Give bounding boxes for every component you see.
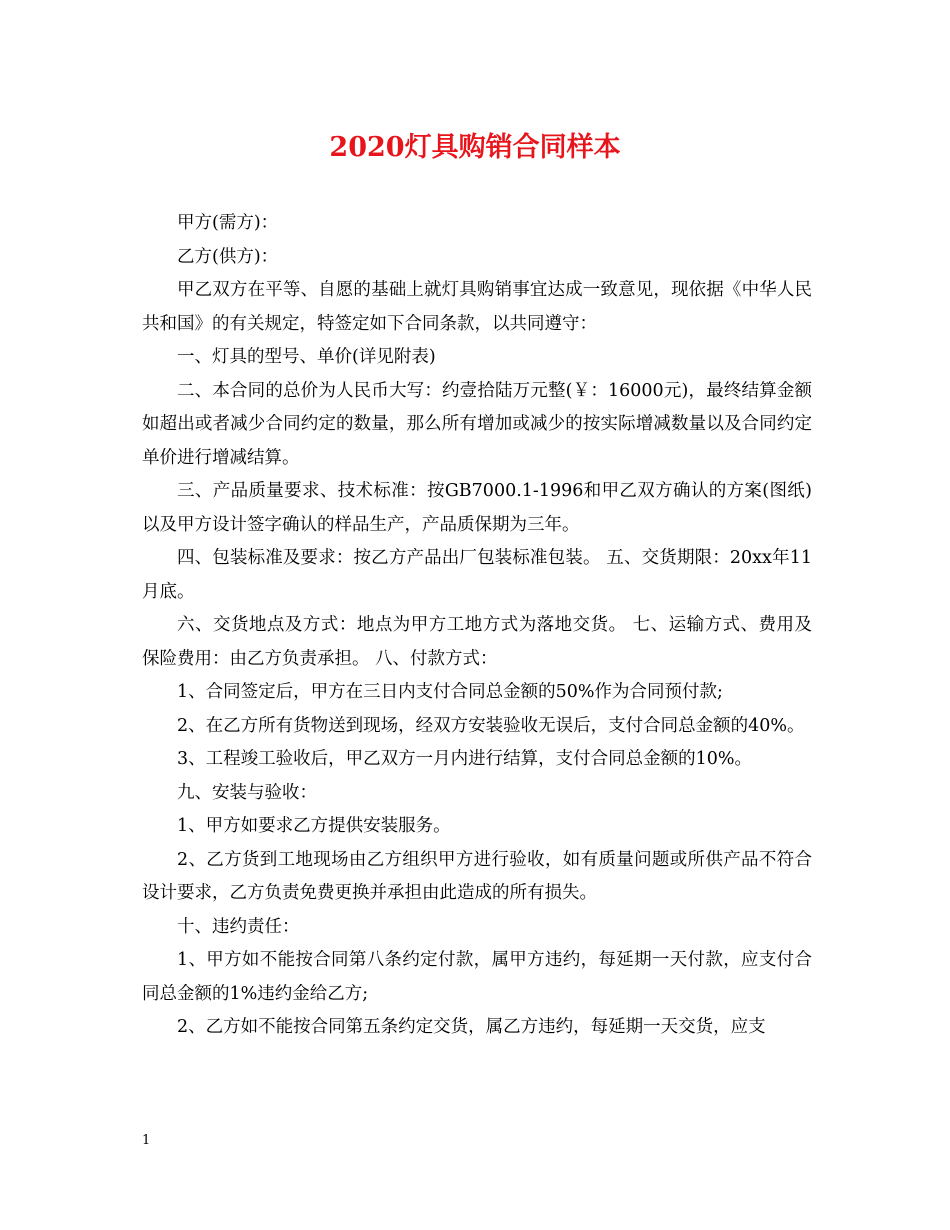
paragraph-party-a: 甲方(需方)： bbox=[177, 213, 279, 233]
paragraph-preamble: 甲乙双方在平等、自愿的基础上就灯具购销事宜达成一致意见，现依据《中华人民共和国》的有关规定，特签定如下合同条款，以共同遵守： bbox=[142, 280, 812, 334]
paragraph-clause-2: 二、本合同的总价为人民币大写：约壹拾陆万元整(￥：16000元)，最终结算金额如超出或者减少合同约定的数量，那么所有增加或减少的按实际增减数量以及合同约定单价进行增减结算。 bbox=[142, 380, 812, 468]
paragraph-payment-1: 1、合同签定后，甲方在三日内支付合同总金额的50%作为合同预付款; bbox=[177, 682, 723, 702]
paragraph-breach-1: 1、甲方如不能按合同第八条约定付款，属甲方违约，每延期一天付款，应支付合同总金额的1%违约金给乙方; bbox=[142, 950, 812, 1004]
paragraph-clause-4-5: 四、包装标准及要求：按乙方产品出厂包装标准包装。 五、交货期限：20xx年11月底。 bbox=[142, 548, 812, 602]
document-title: 2020灯具购销合同样本 bbox=[329, 132, 621, 163]
document-body bbox=[142, 207, 812, 1045]
paragraph-party-b: 乙方(供方)： bbox=[177, 246, 279, 267]
paragraph-payment-3: 3、工程竣工验收后，甲乙双方一月内进行结算，支付合同总金额的10%。 bbox=[177, 749, 753, 769]
paragraph-breach-2: 2、乙方如不能按合同第五条约定交货，属乙方违约，每延期一天交货，应支 bbox=[177, 1017, 766, 1037]
paragraph-clause-10: 十、违约责任： bbox=[177, 916, 300, 937]
paragraph-install-2: 2、乙方货到工地现场由乙方组织甲方进行验收，如有质量问题或所供产品不符合设计要求，乙方负责免费更换并承担由此造成的所有损失。 bbox=[142, 849, 812, 903]
paragraph-clause-9: 九、安装与验收： bbox=[177, 782, 317, 803]
paragraph-clause-6-8: 六、交货地点及方式：地点为甲方工地方式为落地交货。 七、运输方式、费用及保险费用：由乙方负责承担。 八、付款方式： bbox=[142, 615, 812, 669]
paragraph-clause-3: 三、产品质量要求、技术标准：按GB7000.1-1996和甲乙双方确认的方案(图纸)以及甲方设计签字确认的样品生产，产品质保期为三年。 bbox=[142, 481, 812, 535]
paragraph-install-1: 1、甲方如要求乙方提供安装服务。 bbox=[177, 816, 451, 836]
page-number: 1 bbox=[142, 1133, 151, 1148]
paragraph-payment-2: 2、在乙方所有货物送到现场，经双方安装验收无误后，支付合同总金额的40%。 bbox=[177, 715, 805, 736]
paragraph-clause-1: 一、灯具的型号、单价(详见附表) bbox=[177, 347, 436, 367]
